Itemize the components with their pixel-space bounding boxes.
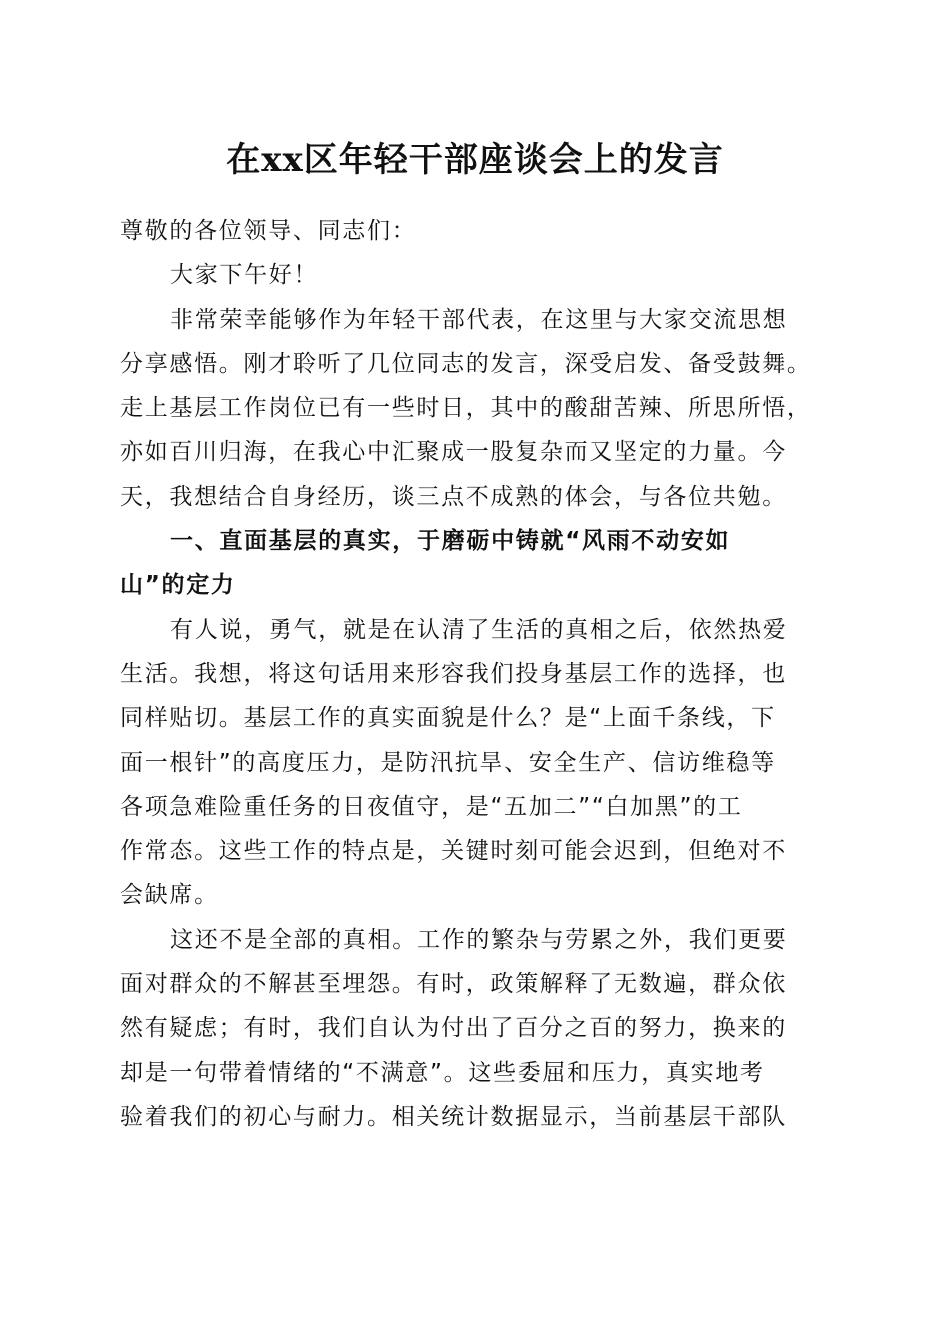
text-line: 同样贴切。基层工作的真实面貌是什么？是“上面千条线，下 <box>120 705 776 732</box>
section-heading-line: 山”的定力 <box>120 572 236 599</box>
text-line: 然有疑虑；有时，我们自认为付出了百分之百的努力，换来的 <box>120 1015 787 1042</box>
greeting-line: 大家下午好！ <box>170 262 319 289</box>
text-line: 却是一句带着情绪的“不满意”。这些委屈和压力，真实地考 <box>120 1059 765 1086</box>
document-body <box>120 209 832 1139</box>
text-line: 走上基层工作岗位已有一些时日，其中的酸甜苦辣、所思所悟， <box>120 395 812 422</box>
section-heading-line: 一、直面基层的真实，于磨砺中铸就“风雨不动安如 <box>170 528 731 555</box>
text-line: 天，我想结合自身经历，谈三点不成熟的体会，与各位共勉。 <box>120 483 787 510</box>
text-line: 会缺席。 <box>120 882 219 909</box>
text-line: 各项急难险重任务的日夜值守，是“五加二”“白加黑”的工 <box>120 793 743 820</box>
salutation-line: 尊敬的各位领导、同志们： <box>120 218 417 244</box>
text-line: 分享感悟。刚才聆听了几位同志的发言，深受启发、备受鼓舞。 <box>120 350 812 377</box>
text-line: 这还不是全部的真相。工作的繁杂与劳累之外，我们更要 <box>170 926 788 953</box>
text-line: 验着我们的初心与耐力。相关统计数据显示，当前基层干部队 <box>120 1103 787 1130</box>
text-line: 面对群众的不解甚至埋怨。有时，政策解释了无数遍，群众依 <box>120 971 787 998</box>
document-title: 在xx区年轻干部座谈会上的发言 <box>226 140 724 180</box>
text-line: 有人说，勇气，就是在认清了生活的真相之后，依然热爱 <box>170 616 788 643</box>
text-line: 亦如百川归海，在我心中汇聚成一股复杂而又坚定的力量。今 <box>120 439 787 466</box>
text-line: 面一根针”的高度压力，是防汛抗旱、安全生产、信访维稳等 <box>120 749 776 776</box>
text-line: 生活。我想，将这句话用来形容我们投身基层工作的选择，也 <box>120 660 787 687</box>
text-line: 作常态。这些工作的特点是，关键时刻可能会迟到，但绝对不 <box>120 838 787 865</box>
text-line: 非常荣幸能够作为年轻干部代表，在这里与大家交流思想 <box>170 306 788 333</box>
